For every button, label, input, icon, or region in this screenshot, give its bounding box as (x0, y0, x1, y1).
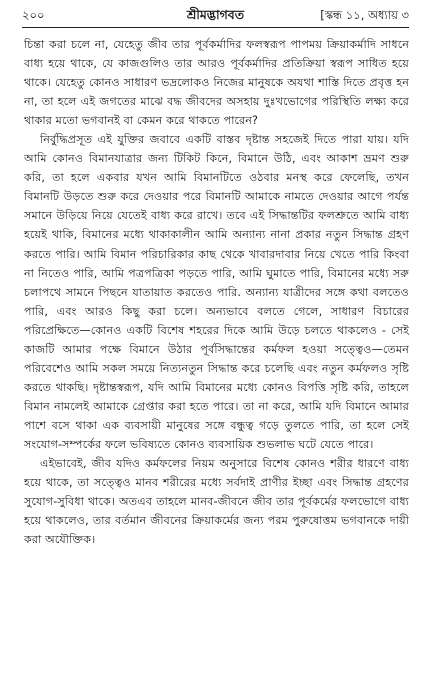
page-header (22, 4, 409, 26)
paragraph-3: এইভাবেই, জীব যদিও কর্মফলের নিয়ম অনুসারে বিশেষ কোনও শরীর ধারণে বাধ্য হয়ে থাকে, তা সত্ত্বেও মানব শরীরের মধ্যে সর্বদাই প্রাণীর ইচ্ছা এবং সিদ্ধান্ত গ্রহণের সুযোগ-সুবিধা থাকে। অতএব তাহলে মানব-জীবনে জীব তার পূর্বকর্মের ফলভোগে বাধ্য হয়ে থাকলেও, তার বর্তমান জীবনের ক্রিয়াকর্মের জন্য পরম পুরুষোত্তম ভগবানকে দায়ী করা অযৌক্তিক। (24, 457, 409, 547)
paragraph-1: চিন্তা করা চলে না, যেহেতু জীব তার পূর্বকর্মাদির ফলস্বরূপ পাপময় ক্রিয়াকর্মাদি সাধনে বাধ্য হয়ে থাকে, যে কাজগুলিও তার আরও পূর্বকর্মাদির প্রতিক্রিয়া স্বরূপ সাধিত হয়ে থাকে। যেহেতু কোনও সাধারণ ভদ্রলোকও নিজের মানুষকে অযথা শাস্তি দিতে প্রবৃত্ত হন না, তা হলে এই জগতের মাঝে বদ্ধ জীবদের অসহায় দুঃখভোগের পরিস্থিতি লক্ষ্য করে থাকার মতো ভগবানই বা কেমন করে থাকতে পারেন? (24, 38, 409, 128)
paragraph-2: নির্বুদ্ধিপ্রসূত এই যুক্তির জবাবে একটি বাস্তব দৃষ্টান্ত সহজেই দিতে পারা যায়। যদি আমি কোনও বিমানযাত্রার জন্য টিকিট কিনে, বিমানে উঠি, এবং আকাশ ভ্রমণ শুরু করি, তা হলে একবার যখন আমি বিমানটিতে ওঠবার মনস্থ করে ফেলেছি, তখন বিমানটি উড়তে শুরু করে দেওয়ার পরে বিমানটি আমাকে নামতে দেওয়ার আগে পর্যন্ত সমানে উড়িয়ে নিয়ে যেতেই বাধ্য করে রাখে। তবে এই সিদ্ধান্তটির ফলশ্রুতে আমি বাধ্য হয়েই থাকি, বিমানের মধ্যে থাকাকালীন আমি অন্যান্য নানা প্রকার নতুন সিদ্ধান্ত গ্রহণ করতে পারি। আমি বিমান পরিচারিকার কাছ থেকে খাবারদাবার নিয়ে খেতে পারি কিংবা না নিতেও পারি, আমি পত্রপত্রিকা পড়তে পারি, আমি ঘুমাতে পারি, বিমানের মধ্যে সরু চলাপথে সামনে পিছনে যাতায়াত করতেও পারি. অন্যান্য যাত্রীদের সঙ্গে কথা বলতেও পারি, এবং আরও কিছু করা চলে। অন্যভাবে বলতে গেলে, সাধারণ বিচারের পরিপ্রেক্ষিতে—কোনও একটি বিশেষ শহরের দিকে আমি উড়ে চলতে থাকলেও - সেই কাজটি আমার পক্ষে বিমানে উঠার পূর্বসিদ্ধান্তের কর্মফল হওয়া সত্ত্বেও—তেমন পরিবেশেও আমি সকল সময়ে নিত্যনতুন সিদ্ধান্ত করে চলেছি এবং নতুন কর্মফলও সৃষ্টি করতে থাকছি। দৃষ্টান্তস্বরূপ, যদি আমি বিমানের মধ্যে কোনও বিপত্তি সৃষ্টি করি, তাহলে বিমান নামলেই আমাকে গ্রেপ্তার করা হতে পারে। তা না করে, আমি যদি বিমানে আমার পাশে বসে থাকা এক ব্যবসায়ী মানুষের সঙ্গে বন্ধুত্ব গড়ে তুলতে পারি, তা হলে সেই সংযোগ-সম্পর্কের ফলে ভবিষ্যতে কোনও ব্যবসায়িক শুভলাভ ঘটে যেতে পারে। (24, 133, 409, 451)
section-reference: [স্কন্ধ ১১, অধ্যায় ৩ (320, 8, 409, 22)
body-text (24, 35, 409, 549)
header-rule (22, 27, 409, 28)
page-number: ২০০ (22, 8, 45, 22)
running-title: শ্রীমদ্ভাগবত (186, 7, 245, 22)
